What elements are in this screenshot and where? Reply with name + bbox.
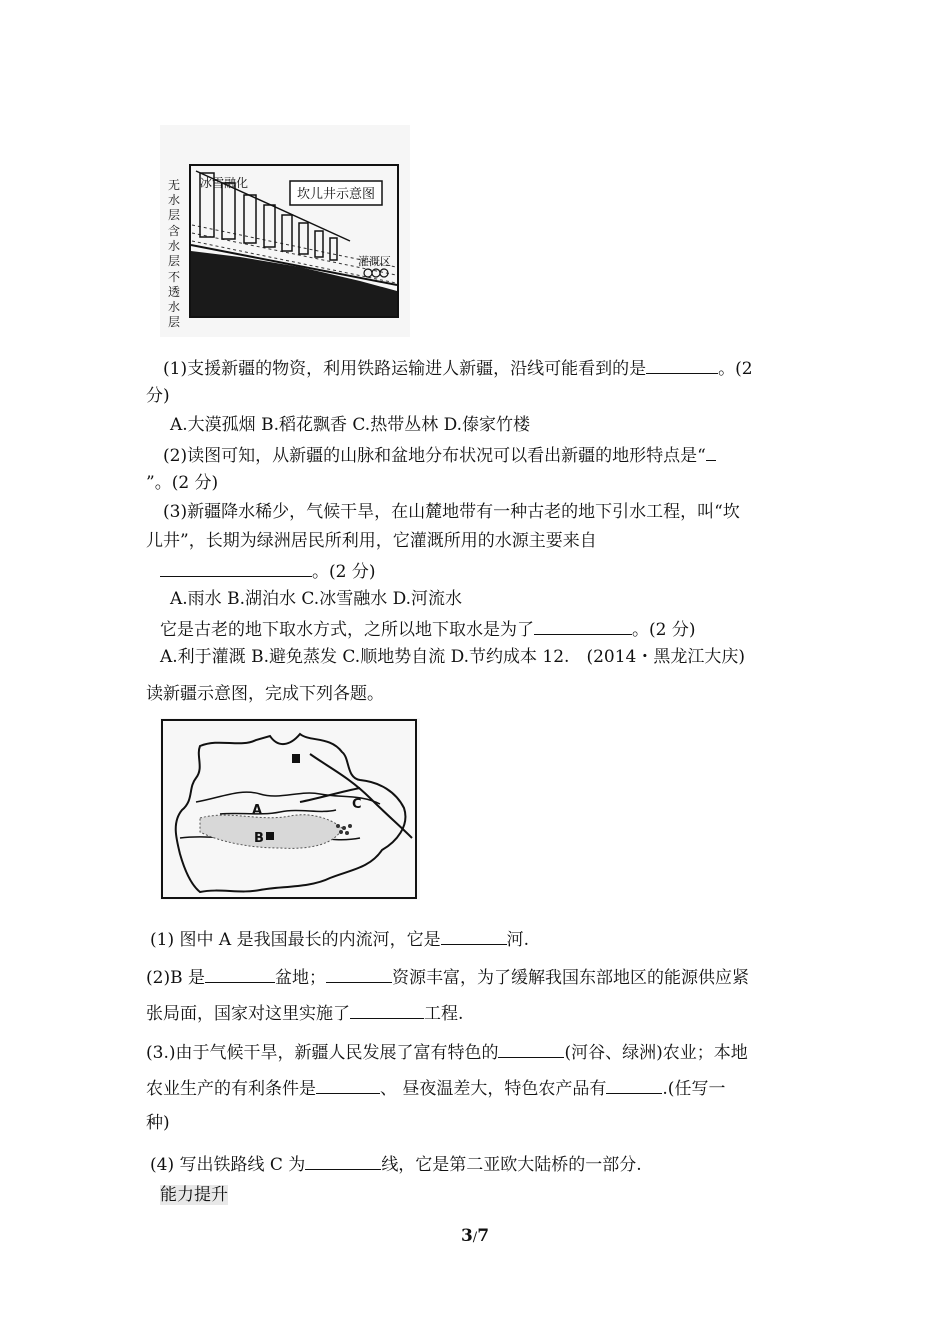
page-number: 3/7 bbox=[460, 1226, 490, 1246]
q11-part3-cont: 儿井”，长期为绿洲居民所利用，它灌溉所用的水源主要来自 bbox=[146, 531, 597, 551]
q11-part3-blank: 。(2 分) bbox=[160, 558, 375, 584]
q11-part3-options: A.雨水 B.湖泊水 C.冰雪融水 D.河流水 bbox=[170, 589, 463, 609]
xinjiang-map bbox=[160, 718, 420, 900]
label-aquifer: 含水层 bbox=[168, 224, 181, 268]
map-label-b: B bbox=[254, 831, 264, 846]
label-irrigation: 灌溉区 bbox=[358, 255, 391, 268]
label-impermeable-layer: 不透水层 bbox=[168, 270, 181, 329]
q12-part2: (2)B 是 盆地； 资源丰富，为了缓解我国东部地区的能源供应紧 bbox=[146, 964, 749, 990]
q11-part2: (2)读图可知，从新疆的山脉和盆地分布状况可以看出新疆的地形特点是“ bbox=[163, 442, 716, 468]
q11-part3: (3)新疆降水稀少，气候干旱，在山麓地带有一种古老的地下引水工程，叫“坎 bbox=[163, 502, 740, 522]
label-snowmelt: 冰雪融化 bbox=[200, 176, 249, 190]
q12-part3-cont2: 种) bbox=[146, 1113, 170, 1133]
karez-title: 坎儿井示意图 bbox=[296, 187, 376, 202]
q11-part1-cont: 分) bbox=[146, 386, 170, 406]
q12-part3-cont: 农业生产的有利条件是 、 昼夜温差大，特色农产品有 .(任写一 bbox=[146, 1075, 725, 1101]
map-label-a: A bbox=[252, 803, 263, 818]
karez-diagram bbox=[160, 125, 410, 337]
q12-part3: (3.)由于气候干旱，新疆人民发展了富有特色的 (河谷、绿洲)农业；本地 bbox=[146, 1039, 748, 1065]
q12-part1: (1) 图中 A 是我国最长的内流河，它是 河. bbox=[150, 926, 529, 952]
label-no-water-layer: 无水层 bbox=[168, 178, 181, 222]
section-heading: 能力提升 bbox=[160, 1185, 228, 1205]
q12-part2-cont: 张局面，国家对这里实施了 工程. bbox=[146, 1000, 463, 1026]
q11-part2-cont: ”。(2 分) bbox=[146, 473, 219, 493]
q12-intro: 读新疆示意图，完成下列各题。 bbox=[146, 684, 384, 704]
q11-part4-options: A.利于灌溉 B.避免蒸发 C.顺地势自流 D.节约成本 12. (2014・黑龙江大庆) bbox=[160, 647, 745, 667]
q11-part4: 它是古老的地下取水方式，之所以地下取水是为了 。(2 分) bbox=[160, 616, 695, 642]
q12-part4: (4) 写出铁路线 C 为 线，它是第二亚欧大陆桥的一部分. bbox=[150, 1151, 642, 1177]
map-label-c: C bbox=[352, 797, 362, 812]
q11-part1: (1)支援新疆的物资，利用铁路运输进人新疆，沿线可能看到的是 。(2 bbox=[163, 355, 753, 381]
q11-part1-options: A.大漠孤烟 B.稻花飘香 C.热带丛林 D.傣家竹楼 bbox=[170, 415, 531, 435]
